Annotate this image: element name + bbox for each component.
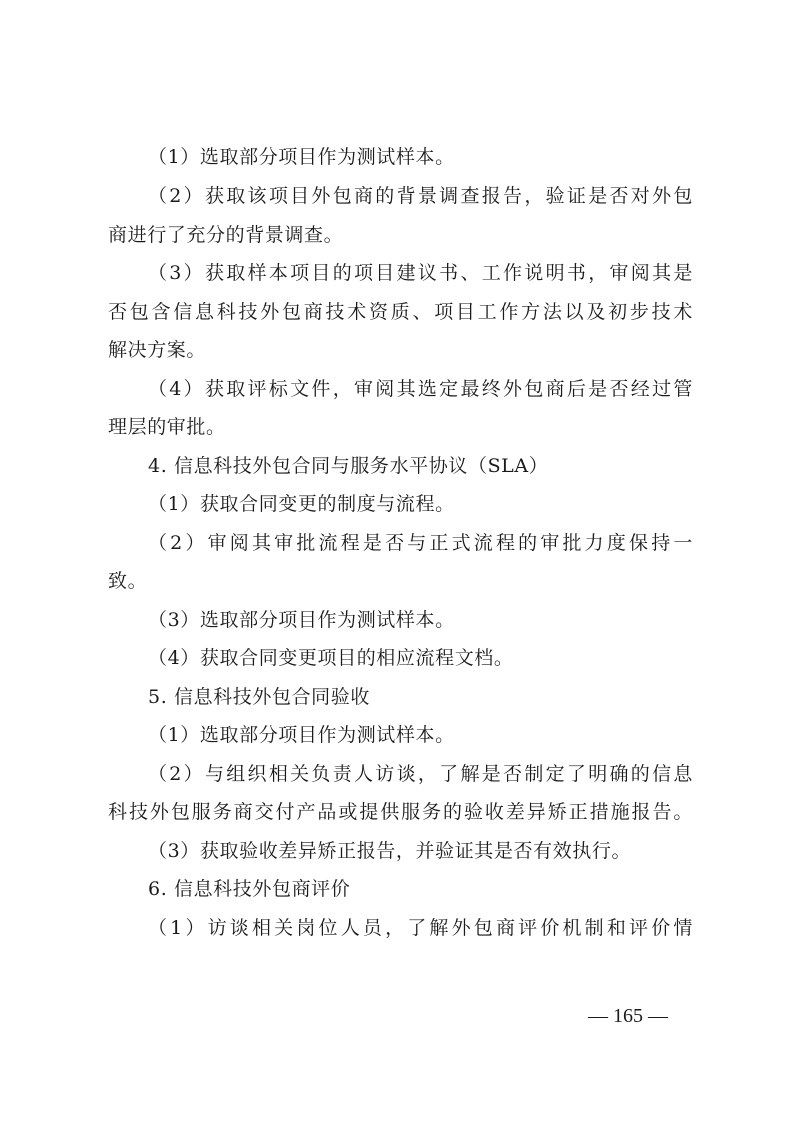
page-number: — 165 —	[588, 1005, 668, 1027]
paragraph-line: （4）获取评标文件，审阅其选定最终外包商后是否经过管	[148, 378, 693, 400]
section-heading: 4. 信息科技外包合同与服务水平协议（SLA）	[148, 455, 549, 477]
paragraph-line: （1）访谈相关岗位人员，了解外包商评价机制和评价情	[148, 917, 693, 939]
paragraph-line: 理层的审批。	[108, 416, 226, 438]
paragraph-line: 解决方案。	[108, 339, 207, 361]
paragraph-line: （1）选取部分项目作为测试样本。	[148, 724, 455, 746]
paragraph-line: 否包含信息科技外包商技术资质、项目工作方法以及初步技术	[108, 301, 693, 323]
paragraph-line: （1）获取合同变更的制度与流程。	[148, 493, 455, 515]
paragraph-line: （1）选取部分项目作为测试样本。	[148, 146, 455, 168]
paragraph-line: （4）获取合同变更项目的相应流程文档。	[148, 647, 514, 669]
paragraph-line: （2）获取该项目外包商的背景调查报告，验证是否对外包	[148, 185, 693, 207]
paragraph-line: 商进行了充分的背景调查。	[108, 224, 344, 246]
paragraph-line: 科技外包服务商交付产品或提供服务的验收差异矫正措施报告。	[108, 801, 693, 823]
paragraph-line: 致。	[108, 570, 148, 592]
paragraph-line: （2）与组织相关负责人访谈，了解是否制定了明确的信息	[148, 763, 693, 785]
paragraph-line: （3）选取部分项目作为测试样本。	[148, 609, 455, 631]
paragraph-line: （3）获取样本项目的项目建议书、工作说明书，审阅其是	[148, 262, 693, 284]
paragraph-line: （3）获取验收差异矫正报告，并验证其是否有效执行。	[148, 840, 632, 862]
section-heading: 6. 信息科技外包商评价	[148, 878, 351, 900]
section-heading: 5. 信息科技外包合同验收	[148, 686, 370, 708]
paragraph-line: （2）审阅其审批流程是否与正式流程的审批力度保持一	[148, 532, 693, 554]
